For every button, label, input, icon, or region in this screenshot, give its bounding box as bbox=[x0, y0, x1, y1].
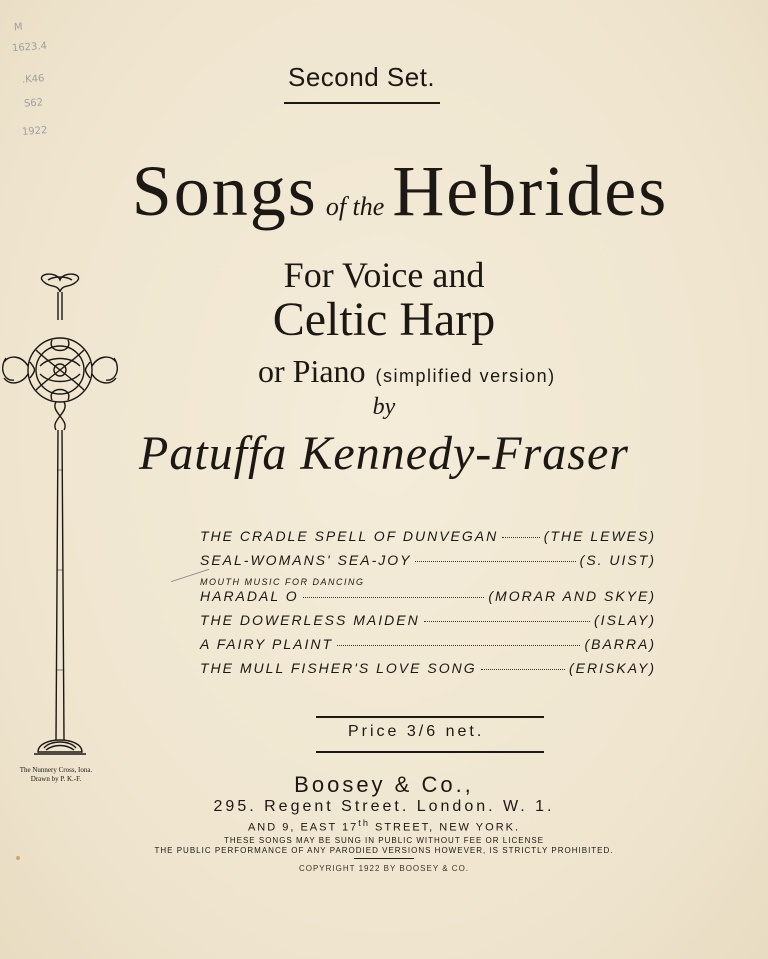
song-place: (ERISKAY) bbox=[569, 660, 656, 676]
author-name: Patuffa Kennedy-Fraser bbox=[139, 427, 629, 480]
publisher-address-newyork bbox=[0, 818, 768, 834]
price: Price 3/6 net. bbox=[348, 723, 485, 740]
pencil-note: S62 bbox=[23, 97, 44, 110]
celtic-cross-illustration bbox=[0, 270, 120, 765]
pencil-note: M bbox=[13, 21, 24, 34]
set-underline bbox=[284, 102, 440, 104]
dot-leader bbox=[303, 597, 485, 598]
song-item bbox=[200, 636, 656, 660]
pencil-note: 1623.4 bbox=[11, 40, 48, 55]
publisher-name: Boosey & Co., bbox=[294, 772, 474, 797]
song-item bbox=[200, 660, 656, 684]
song-title: THE MULL FISHER'S LOVE SONG bbox=[200, 660, 477, 676]
set-label: Second Set. bbox=[288, 62, 436, 92]
subtitle-harp: Celtic Harp bbox=[272, 293, 496, 346]
caption-line: Drawn by P. K.-F. bbox=[30, 775, 82, 783]
song-place: (S. UIST) bbox=[579, 552, 656, 568]
song-item bbox=[200, 588, 656, 612]
song-title: THE DOWERLESS MAIDEN bbox=[200, 612, 420, 628]
song-place: (ISLAY) bbox=[594, 612, 656, 628]
address-ordinal: th bbox=[358, 818, 370, 828]
title-part-hebrides: Hebrides bbox=[392, 151, 669, 231]
dot-leader bbox=[424, 621, 590, 622]
song-place: (MORAR AND SKYE) bbox=[488, 588, 656, 604]
price-rule-bottom bbox=[316, 751, 544, 753]
subtitle-piano-main: or Piano bbox=[258, 353, 366, 389]
song-title: THE CRADLE SPELL OF DUNVEGAN bbox=[200, 528, 499, 544]
dot-leader bbox=[337, 645, 580, 646]
song-title: SEAL-WOMANS' SEA-JOY bbox=[200, 552, 412, 568]
pencil-note: 1922 bbox=[21, 125, 48, 138]
subtitle-simplified: (simplified version) bbox=[375, 366, 556, 386]
song-note: MOUTH MUSIC FOR DANCING bbox=[200, 577, 365, 587]
song-place: (BARRA) bbox=[584, 636, 656, 652]
song-title: HARADAL O bbox=[200, 588, 299, 604]
address-part: AND 9, EAST 17 bbox=[247, 821, 359, 834]
address-part: STREET, NEW YORK. bbox=[369, 821, 521, 834]
paper-spot bbox=[16, 856, 20, 860]
song-item bbox=[200, 552, 656, 576]
performance-notice bbox=[0, 836, 768, 856]
song-item bbox=[200, 612, 656, 636]
price-rule-top bbox=[316, 716, 544, 718]
dot-leader bbox=[415, 561, 575, 562]
song-place: (THE LEWES) bbox=[543, 528, 656, 544]
dot-leader bbox=[481, 669, 565, 670]
song-title: A FAIRY PLAINT bbox=[200, 636, 334, 652]
publisher-address: 295. Regent Street. London. W. 1. bbox=[213, 798, 555, 815]
notice-line: THE PUBLIC PERFORMANCE OF ANY PARODIED VERSIONS HOWEVER, IS STRICTLY PROHIBITED. bbox=[154, 846, 614, 855]
pencil-note: .K46 bbox=[21, 73, 45, 86]
subtitle-piano bbox=[258, 353, 556, 390]
title-part-songs: Songs bbox=[131, 151, 318, 231]
song-item bbox=[200, 528, 656, 552]
divider bbox=[354, 858, 414, 859]
notice-line: THESE SONGS MAY BE SUNG IN PUBLIC WITHOUT FEE OR LICENSE bbox=[223, 836, 545, 845]
main-title bbox=[100, 150, 700, 233]
title-part-of-the: of the bbox=[325, 192, 385, 221]
subtitle-by: by bbox=[372, 394, 396, 420]
caption-line: The Nunnery Cross, Iona. bbox=[19, 766, 93, 774]
song-list bbox=[200, 528, 656, 684]
copyright: COPYRIGHT 1922 BY BOOSEY & CO. bbox=[298, 864, 470, 873]
dot-leader bbox=[502, 537, 540, 538]
subtitle-voice: For Voice and bbox=[283, 255, 485, 295]
